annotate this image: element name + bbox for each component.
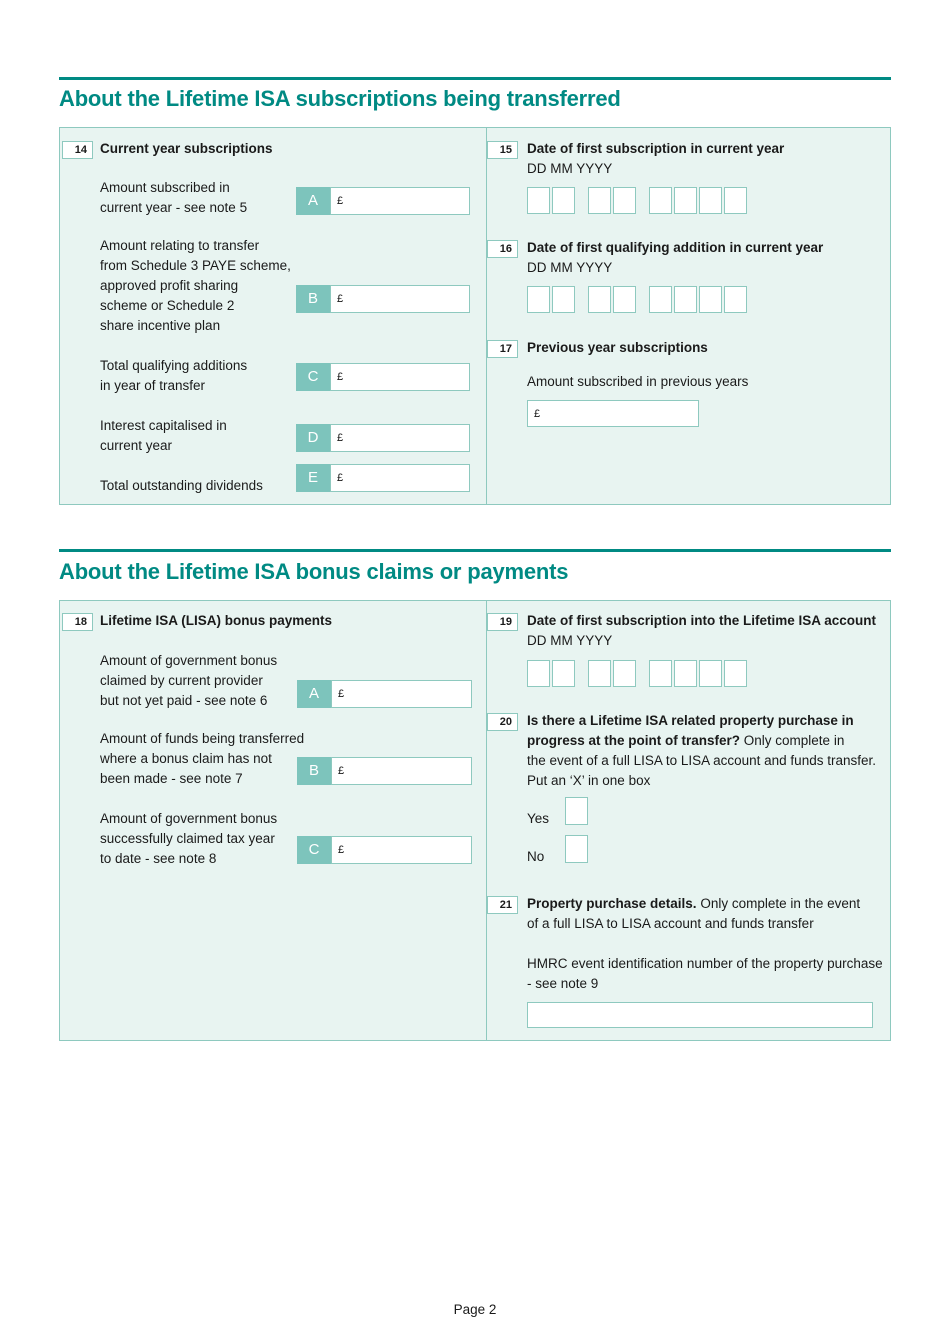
q16-month-digit-2[interactable] (613, 286, 636, 313)
q17-previous-years-field[interactable]: £ (527, 400, 699, 427)
q19-year-digit-4[interactable] (724, 660, 747, 687)
q15-year-digit-2[interactable] (674, 187, 697, 214)
q15-month-digit-1[interactable] (588, 187, 611, 214)
page-number: Page 2 (453, 1302, 497, 1317)
question-21-field-label: HMRC event identification number of the property purchase - see note 9 (527, 956, 883, 991)
q14-row-a-label: Amount subscribed in current year - see note 5 (100, 180, 248, 215)
question-16-number: 16 (487, 240, 518, 258)
section-2-title: About the Lifetime ISA bonus claims or payments (59, 559, 569, 584)
q14-box-e-letter: E (296, 464, 330, 492)
panel-divider (486, 128, 487, 504)
q15-month-digit-2[interactable] (613, 187, 636, 214)
question-17-title: Previous year subscriptions (527, 340, 708, 355)
q18-amount-a-field[interactable]: £ (331, 680, 472, 708)
q19-day-digit-1[interactable] (527, 660, 550, 687)
question-19-format: DD MM YYYY (527, 633, 613, 648)
question-19-title: Date of first subscription into the Lifetime ISA account (527, 613, 877, 628)
q14-box-a-letter: A (296, 187, 330, 215)
section-1-panel (59, 127, 891, 505)
question-21-number: 21 (487, 896, 518, 914)
q20-option-no-label: No (527, 849, 545, 864)
q19-month-digit-1[interactable] (588, 660, 611, 687)
section-2-panel (59, 600, 891, 1041)
q18-row-a-label: Amount of government bonus claimed by current provider but not yet paid - see note 6 (100, 653, 278, 708)
question-16-title: Date of first qualifying addition in current year (527, 240, 824, 255)
q19-day-digit-2[interactable] (552, 660, 575, 687)
q20-yes-checkbox[interactable] (565, 797, 588, 825)
q20-no-checkbox[interactable] (565, 835, 588, 863)
q15-year-digit-3[interactable] (699, 187, 722, 214)
q14-row-b-label: Amount relating to transfer from Schedule 3 PAYE scheme, approved profit sharing scheme or Schedule 2 share incentive plan (100, 238, 291, 333)
q21-event-id-field[interactable] (527, 1002, 873, 1028)
section-2-rule (59, 549, 891, 552)
q15-year-digit-4[interactable] (724, 187, 747, 214)
q19-year-digit-2[interactable] (674, 660, 697, 687)
section-1-title: About the Lifetime ISA subscriptions being transferred (59, 86, 621, 111)
question-18-number: 18 (62, 613, 93, 631)
question-14-number: 14 (62, 141, 93, 159)
q14-row-c-label: Total qualifying additions in year of transfer (100, 358, 248, 393)
q14-amount-a-field[interactable]: £ (330, 187, 470, 215)
question-15-title: Date of first subscription in current year (527, 141, 785, 156)
q18-box-b-letter: B (297, 757, 331, 785)
q14-amount-b-field[interactable]: £ (330, 285, 470, 313)
q14-amount-e-field[interactable]: £ (330, 464, 470, 492)
q14-amount-d-field[interactable]: £ (330, 424, 470, 452)
section-1-rule (59, 77, 891, 80)
q18-amount-b-field[interactable]: £ (331, 757, 472, 785)
question-20-text: Is there a Lifetime ISA related property purchase in progress at the point of transfer? Only complete in the event of a full LISA to LISA account and funds transfer. Put an ‘X’ in one box (527, 713, 876, 788)
q14-row-d-label: Interest capitalised in current year (100, 418, 227, 453)
q16-year-digit-4[interactable] (724, 286, 747, 313)
question-21-text: Property purchase details. Only complete in the event of a full LISA to LISA account and funds transfer (527, 896, 861, 931)
q19-year-digit-3[interactable] (699, 660, 722, 687)
question-15-number: 15 (487, 141, 518, 159)
question-17-field-label: Amount subscribed in previous years (527, 374, 749, 389)
question-17-number: 17 (487, 340, 518, 358)
q15-day-digit-1[interactable] (527, 187, 550, 214)
question-18-title: Lifetime ISA (LISA) bonus payments (100, 613, 333, 628)
q18-box-a-letter: A (297, 680, 331, 708)
panel-divider (486, 601, 487, 1040)
question-19-number: 19 (487, 613, 518, 631)
q15-year-digit-1[interactable] (649, 187, 672, 214)
question-20-number: 20 (487, 713, 518, 731)
q18-box-c-letter: C (297, 836, 331, 864)
q19-month-digit-2[interactable] (613, 660, 636, 687)
q18-row-b-label: Amount of funds being transferred where a bonus claim has not been made - see note 7 (100, 731, 305, 786)
q20-option-yes-label: Yes (527, 811, 550, 826)
q14-row-e-label: Total outstanding dividends (100, 478, 263, 493)
q16-day-digit-2[interactable] (552, 286, 575, 313)
q18-row-c-label: Amount of government bonus successfully claimed tax year to date - see note 8 (100, 811, 278, 866)
q18-amount-c-field[interactable]: £ (331, 836, 472, 864)
q16-day-digit-1[interactable] (527, 286, 550, 313)
q16-year-digit-2[interactable] (674, 286, 697, 313)
question-14-title: Current year subscriptions (100, 141, 273, 156)
q14-amount-c-field[interactable]: £ (330, 363, 470, 391)
q14-box-b-letter: B (296, 285, 330, 313)
q16-year-digit-1[interactable] (649, 286, 672, 313)
q16-year-digit-3[interactable] (699, 286, 722, 313)
q19-year-digit-1[interactable] (649, 660, 672, 687)
q16-month-digit-1[interactable] (588, 286, 611, 313)
q15-day-digit-2[interactable] (552, 187, 575, 214)
q14-box-d-letter: D (296, 424, 330, 452)
q14-box-c-letter: C (296, 363, 330, 391)
question-15-format: DD MM YYYY (527, 161, 613, 176)
question-16-format: DD MM YYYY (527, 260, 613, 275)
